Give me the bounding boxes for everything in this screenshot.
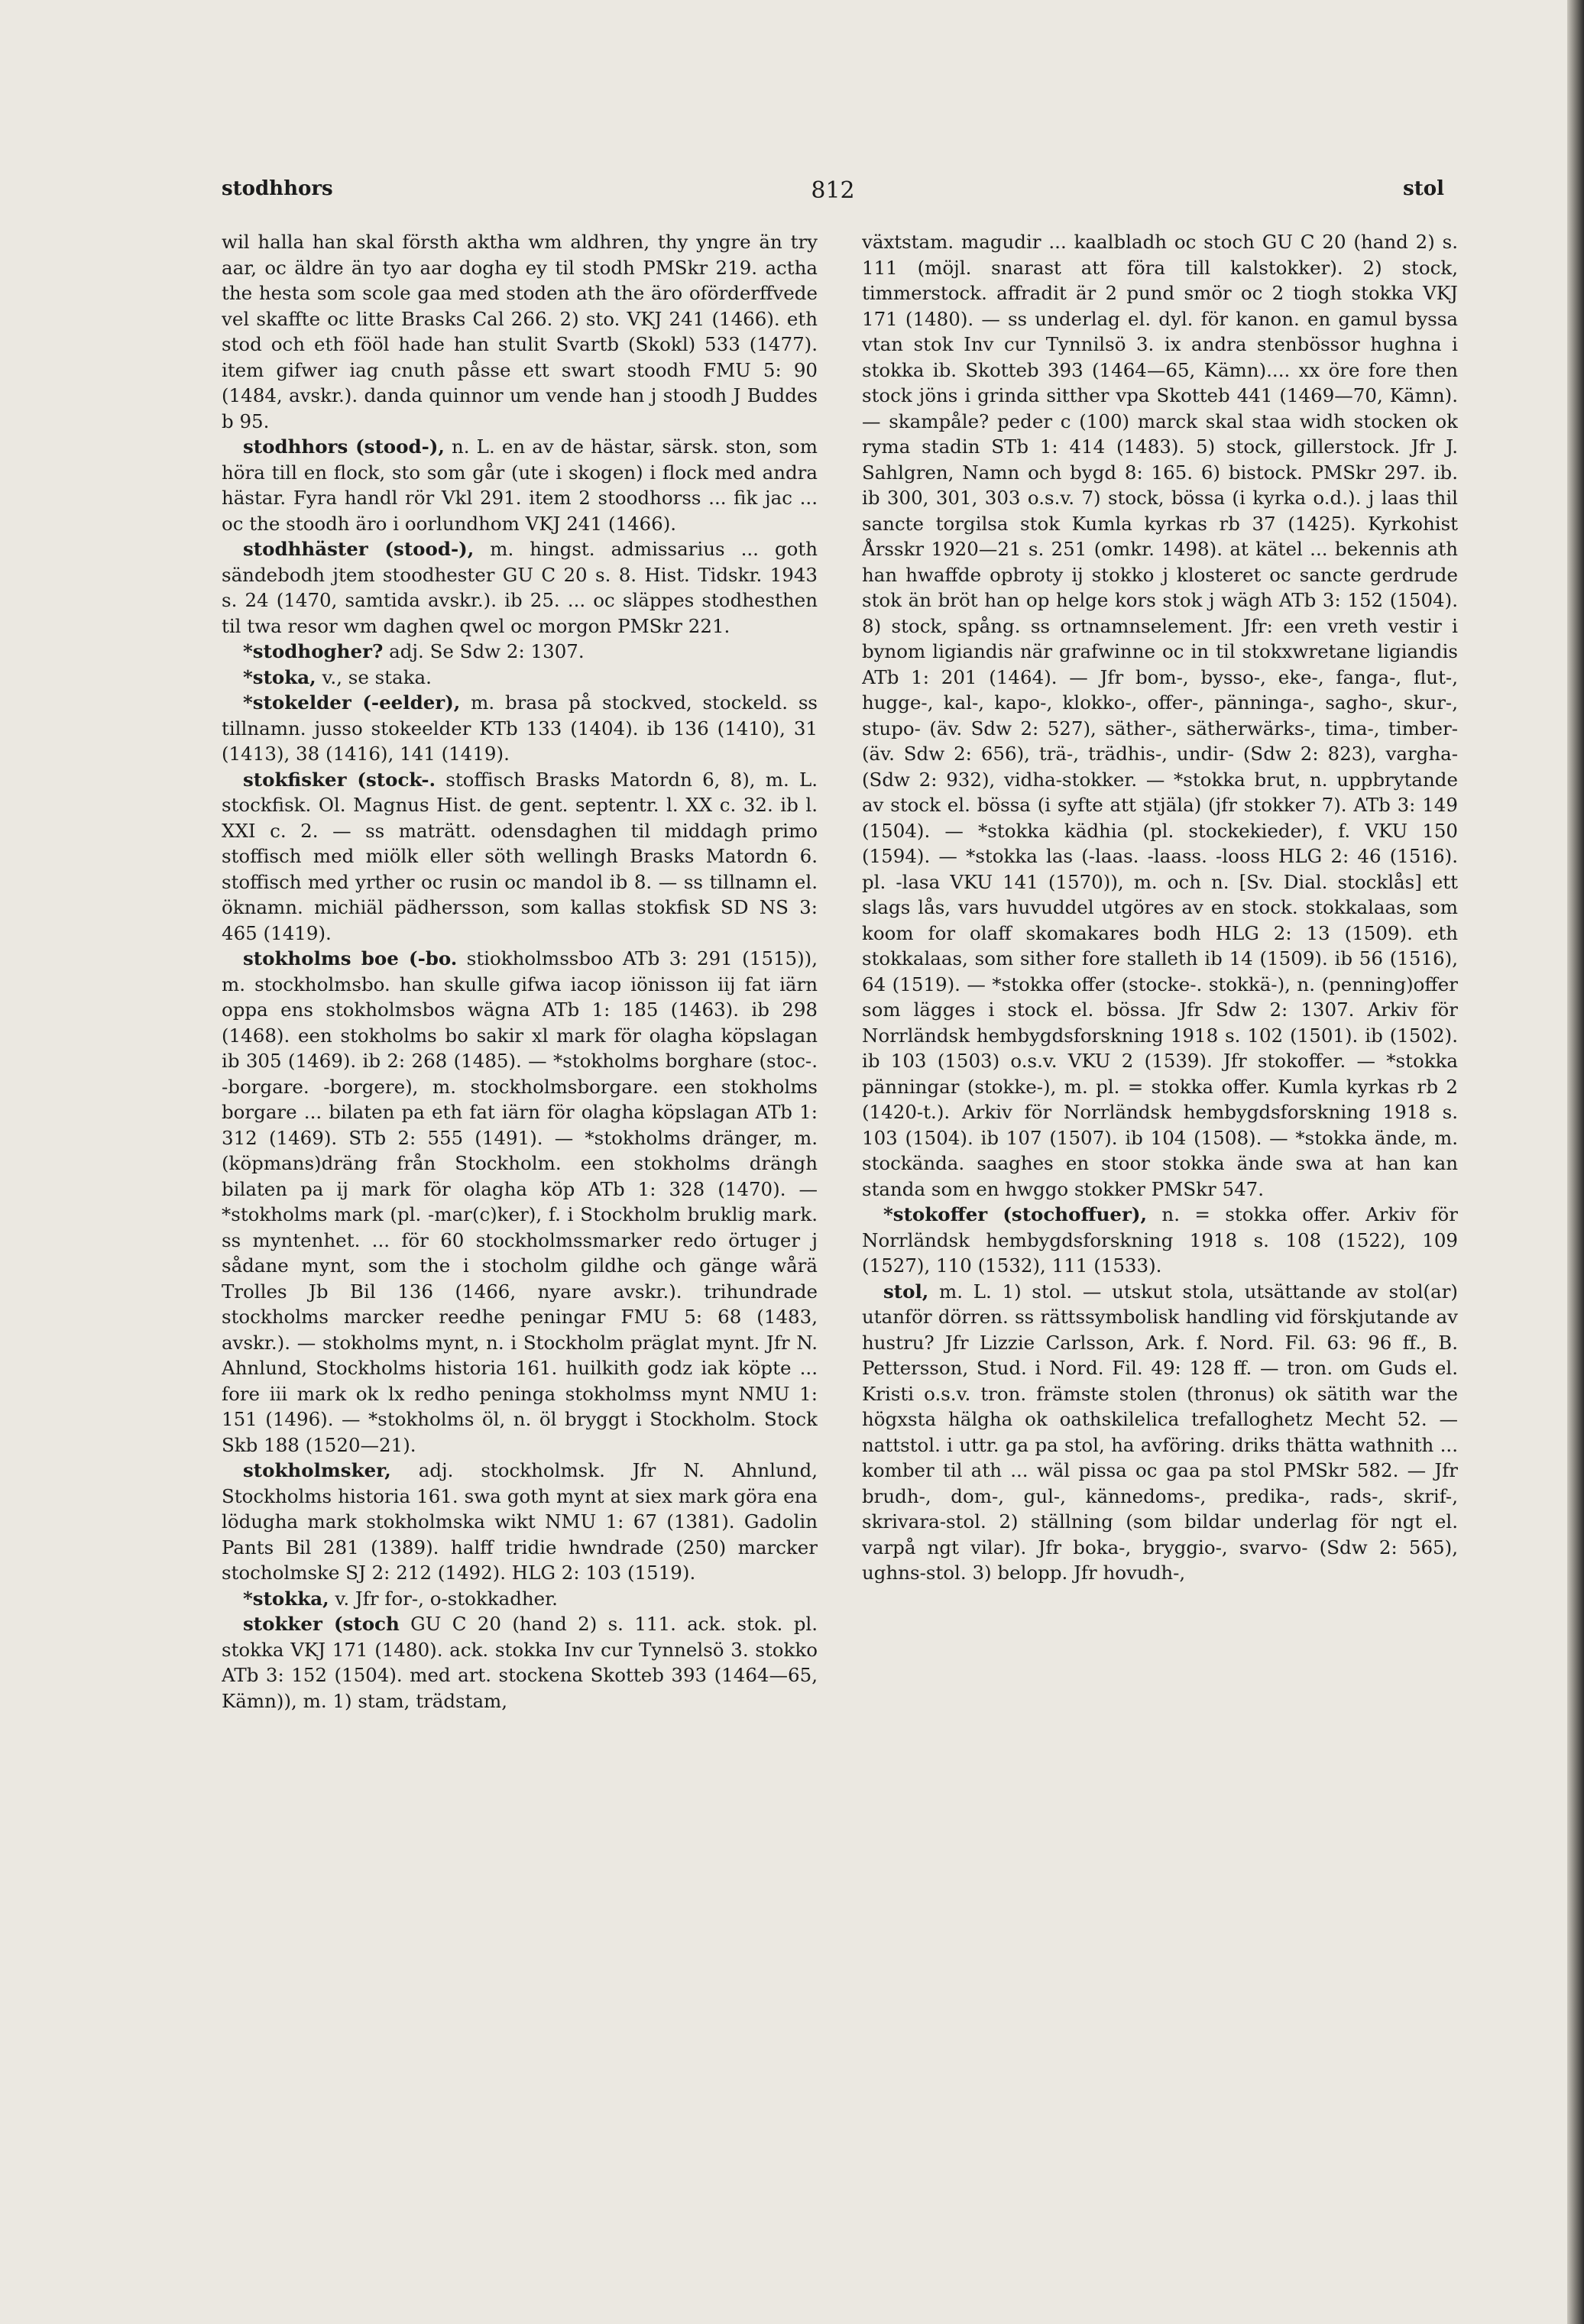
entry-text: stiokholmssboo ATb 3: 291 (1515)), m. stockholmsbo. han skulle gifwa iacop iönisson iij fat iärn oppa ens stokholmsbos wägna ATb 1: 185 (1463). ib 298 (1468). een stokholms bo sakir xl mark för olagha köpslagan ib 305 (1469). ib 2: 268 (1485). — *stokholms borghare (stoc-. -borgare. -borgere), m. stockholmsborgare. een stokholms borgare ... bilaten pa eth fat iärn för olagha köpslagan ATb 1: 312 (1469). STb 2: 555 (1491). — *stokholms dränger, m. (köpmans)dräng från Stockholm. een stokholms drängh bilaten pa ij mark för olagha köp ATb 1: 328 (1470). — *stokholms mark (pl. -mar(c)ker), f. i Stockholm bruklig mark. ss myntenhet. ... för 60 stockholmssmarker redo örtuger j sådane mynt, som the i stocholm gildhe och gänge wårä Trolles Jb Bil 136 (1466, nyare avskr.). trihundrade stockholms marcker reedhe peningar FMU 5: 68 (1483, avskr.). — stokholms mynt, n. i Stockholm präglat mynt. Jfr N. Ahnlund, Stockholms historia 161. huilkith godz iak köpte ... fore iii mark ok lx redho peninga stokholmss mynt NMU 1: 151 (1496). — *stokholms öl, n. öl bryggt i Stockholm. Stock Skb 188 (1520—21). — [222, 947, 818, 1456]
dictionary-entry — [862, 1279, 1458, 1586]
dictionary-entry — [222, 767, 818, 947]
left-column — [222, 229, 818, 2055]
entry-text: adj. Se Sdw 2: 1307. — [389, 640, 585, 662]
entry-headword: stokker (stoch — [243, 1613, 400, 1635]
entry-text: n. = stokka offer. Arkiv för Norrländsk hembygdsforskning 1918 s. 108 (1522), 109 (1527), 110 (1532), 111 (1533). — [862, 1203, 1458, 1277]
entry-headword: stokholmsker, — [243, 1459, 391, 1481]
entry-headword: stodhhors (stood-), — [243, 435, 445, 458]
entry-text: m. L. 1) stol. — utskut stola, utsättande av stol(ar) utanför dörren. ss rättssymbolisk handling vid förskjutande av hustru? Jfr Lizzie Carlsson, Ark. f. Nord. Fil. 63: 96 ff., B. Pettersson, Stud. i Nord. Fil. 49: 128 ff. — tron. om Guds el. Kristi o.s.v. tron. främste stolen (thronus) ok sätith war the högxsta hälgha ok oathskilelica trefalloghetz Mecht 52. — nattstol. i uttr. ga pa stol, ha avföring. driks thätta wathnith ... komber til ath ... wäl pissa oc gaa pa stol PMSkr 582. — Jfr brudh-, dom-, gul-, kännedoms-, predika-, rads-, skrif-, skrivara-stol. 2) ställning (som bildar underlag för ngt el. varpå ngt vilar). Jfr boka-, bryggio-, svarvo- (Sdw 2: 565), ughns-stol. 3) belopp. Jfr hovudh-, — [862, 1280, 1458, 1584]
dictionary-entry — [222, 1586, 818, 1612]
running-header — [222, 177, 1444, 208]
entry-headword: *stoka, — [243, 665, 316, 688]
dictionary-entry — [222, 665, 818, 691]
right-column — [862, 229, 1458, 2055]
entry-headword: *stodhogher? — [243, 640, 384, 662]
dictionary-entry — [222, 536, 818, 639]
entry-text: stoffisch Brasks Matordn 6, 8), m. L. stockfisk. Ol. Magnus Hist. de gent. septentr. l. XX c. 32. ib l. XXI c. 2. — ss maträtt. odensdaghen til middagh primo stoffisch med miölk eller söth wellingh Brasks Matordn 6. stoffisch med yrther oc rusin oc mandol ib 8. — ss tillnamn el. öknamn. michiäl pädhersson, som kallas stokfisk SD NS 3: 465 (1419). — [222, 768, 818, 944]
dictionary-entry — [862, 1202, 1458, 1279]
dictionary-entry — [222, 639, 818, 665]
entry-text: v. Jfr for-, o-stokkadher. — [335, 1587, 558, 1610]
header-left-word: stodhhors — [222, 177, 333, 200]
entry-text: v., se staka. — [322, 665, 432, 688]
dictionary-entry — [222, 1458, 818, 1586]
page-number: 812 — [811, 177, 855, 204]
dictionary-entry — [222, 1611, 818, 1714]
entry-headword: stokholms boe (-bo. — [243, 947, 458, 969]
entry-headword: stokfisker (stock-. — [243, 768, 436, 791]
page-edge — [1567, 0, 1584, 2324]
dictionary-entry — [222, 946, 818, 1458]
entry-text: adj. stockholmsk. Jfr N. Ahnlund, Stockholms historia 161. swa goth mynt at siex mark göra ena lödugha mark stokholmska wikt NMU 1: 67 (1381). Gadolin Pants Bil 281 (1389). halff tridie hwndrade (250) marcker stocholmske SJ 2: 212 (1492). HLG 2: 103 (1519). — [222, 1459, 818, 1584]
entry-headword: stodhhäster (stood-), — [243, 538, 475, 560]
dictionary-entry — [222, 229, 818, 434]
entry-headword: *stokka, — [243, 1587, 329, 1610]
entry-headword: *stokelder (-eelder), — [243, 691, 461, 714]
entry-text: wil halla han skal försth aktha wm aldhren, thy yngre än try aar, oc äldre än tyo aar dogha ey til stodh PMSkr 219. actha the hesta som scole gaa med stoden ath the äro oförderffvede vel skaffte oc litte Brasks Cal 266. 2) sto. VKJ 241 (1466). eth stod och eth fööl hade han stulit Svartb (Skokl) 533 (1477). item gifwer iag cnuth påsse ett swart stoodh FMU 5: 90 (1484, avskr.). danda quinnor um vende han j stoodh J Buddes b 95. — [222, 231, 818, 432]
entry-text: växtstam. magudir ... kaalbladh oc stoch GU C 20 (hand 2) s. 111 (möjl. snarast att föra till kalstokker). 2) stock, timmerstock. affradit är 2 pund smör oc 2 tiogh stokka VKJ 171 (1480). — ss underlag el. dyl. för kanon. en gamul byssa vtan stok Inv cur Tynnilsö 3. ix andra stenbössor hughna i stokka ib. Skotteb 393 (1464—65, Kämn).... xx öre fore then stock jöns i grinda sitther vpa Skotteb 441 (1469—70, Kämn). — skampåle? peder c (100) marck skal staa widh stocken ok ryma stadin STb 1: 414 (1483). 5) stock, gillerstock. Jfr J. Sahlgren, Namn och bygd 8: 165. 6) bistock. PMSkr 297. ib. ib 300, 301, 303 o.s.v. 7) stock, bössa (i kyrka o.d.). j laas thil sancte torgilsa stok Kumla kyrkas rb 37 (1425). Kyrkohist Årsskr 1920—21 s. 251 (omkr. 1498). at kätel ... bekennis ath han hwaffde opbroty ij stokko j klosteret oc sancte gerdrude stok än bröt han op helge kors stok j wägh ATb 3: 152 (1504). 8) stock, spång. ss ortnamnselement. Jfr: een vreth vestir i bynom ligiandis när grafwinne oc in til stokxwretane ligiandis ATb 1: 201 (1464). — Jfr bom-, bysso-, eke-, fanga-, flut-, hugge-, kal-, kapo-, klokko-, offer-, pänninga-, sagho-, skur-, stupo- (äv. Sdw 2: 527), säther-, sätherwärks-, tima-, timber- (äv. Sdw 2: 656), trä-, trädhis-, undir- (Sdw 2: 823), vargha- (Sdw 2: 932), vidha-stokker. — *stokka brut, n. uppbrytande av stock el. bössa (i syfte att stjäla) (jfr stokker 7). ATb 3: 149 (1504). — *stokka kädhia (pl. stockekieder), f. VKU 150 (1594). — *stokka las (-laas. -laass. -looss HLG 2: 46 (1516). pl. -lasa VKU 141 (1570)), m. och n. [Sv. Dial. stocklås] ett slags lås, vars huvuddel utgöres av en stock. stokkalaas, som koom for olaff skomakares bodh HLG 2: 13 (1509). eth stokkalaas, som sither fore stalleth ib 14 (1509). ib 56 (1516), 64 (1519). — *stokka offer (stocke-. stokkä-), n. (penning)offer som lägges i stock el. bössa. Jfr Sdw 2: 1307. Arkiv för Norrländsk hembygdsforskning 1918 s. 102 (1501). ib (1502). ib 103 (1503) o.s.v. VKU 2 (1539). Jfr stokoffer. — *stokka pänningar (stokke-), m. pl. = stokka offer. Kumla kyrkas rb 2 (1420-t.). Arkiv för Norrländsk hembygdsforskning 1918 s. 103 (1504). ib 107 (1507). ib 104 (1508). — *stokka ände, m. stockända. saaghes en stoor stokka ände swa at han kan standa som en hwggo stokker PMSkr 547. — [862, 231, 1458, 1200]
entry-text: m. hingst. admissarius ... goth sändebodh jtem stoodhester GU C 20 s. 8. Hist. Tidskr. 1943 s. 24 (1470, samtida avskr.). ib 25. ... oc släppes stodhesthen til twa resor wm daghen qwel oc morgon PMSkr 221. — [222, 538, 818, 637]
dictionary-entry — [222, 434, 818, 536]
entry-text: n. L. en av de hästar, särsk. ston, som höra till en flock, sto som går (ute i skogen) i flock med andra hästar. Fyra handl rör Vkl 291. item 2 stoodhorss ... fik jac ... oc the stoodh äro i oorlundhom VKJ 241 (1466). — [222, 435, 818, 535]
entry-headword: *stokoffer (stochoffuer), — [883, 1203, 1147, 1225]
entry-text: GU C 20 (hand 2) s. 111. ack. stok. pl. stokka VKJ 171 (1480). ack. stokka Inv cur Tynnelsö 3. stokko ATb 3: 152 (1504). med art. stockena Skotteb 393 (1464—65, Kämn)), m. 1) stam, trädstam, — [222, 1613, 818, 1712]
header-right-word: stol — [1403, 177, 1444, 200]
dictionary-entry — [862, 229, 1458, 1202]
dictionary-entry — [222, 690, 818, 767]
entry-headword: stol, — [883, 1280, 929, 1303]
entry-text: m. brasa på stockved, stockeld. ss tillnamn. jusso stokeelder KTb 133 (1404). ib 136 (1410), 31 (1413), 38 (1416), 141 (1419). — [222, 691, 818, 765]
